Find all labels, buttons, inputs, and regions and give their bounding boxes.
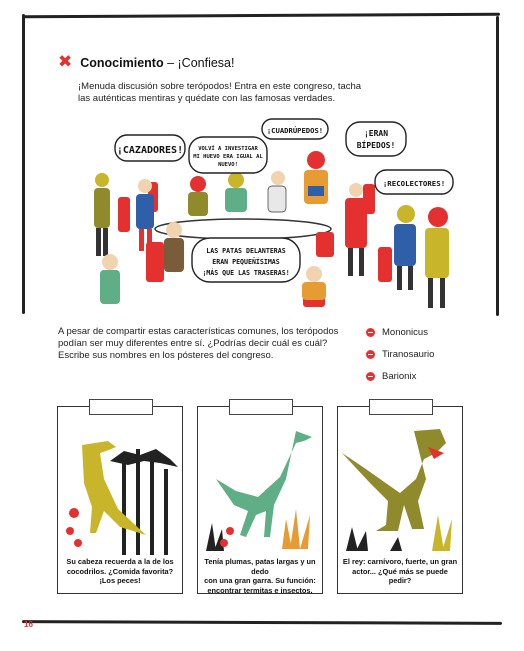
bubble-text: ¡RECOLECTORES! — [382, 179, 446, 188]
figure-seated-3 — [268, 171, 286, 212]
card-caption — [62, 557, 178, 586]
option-label: Mononicus — [382, 326, 428, 338]
intro-line: ¡Menuda discusión sobre terópodos! Entra en este congreso, tacha — [78, 81, 362, 92]
dinosaur-3-body — [342, 429, 446, 531]
bubble-text: NUEVO! — [218, 162, 238, 168]
intro-line: las auténticas mentiras y quédate con las famosas verdades. — [78, 93, 336, 104]
task-line: Escribe sus nombres en los pósteres del congreso. — [58, 350, 274, 361]
bubble-cazadores — [115, 135, 185, 161]
name-poster-field[interactable] — [369, 399, 433, 415]
title-rest: – ¡Confiesa! — [167, 55, 235, 70]
figure-redhead — [425, 207, 449, 308]
bubble-text: ¡CUADRÚPEDOS! — [266, 126, 324, 135]
caption-line: ¡Los peces! — [99, 576, 141, 585]
figure-left — [94, 173, 110, 256]
dinosaur-3-illustration — [340, 419, 460, 555]
figure-bottom-center — [302, 266, 326, 300]
page-number: 16 — [24, 620, 33, 629]
task-line: A pesar de compartir estas características comunes, los terópodos — [58, 326, 339, 337]
figure-bottom-left — [100, 254, 120, 304]
bubble-text: ¡CAZADORES! — [116, 145, 184, 156]
dinosaur-2-body — [216, 431, 312, 537]
dinosaur-2-illustration — [200, 419, 320, 555]
caption-line: El rey: carnívoro, fuerte, un gran — [342, 557, 458, 566]
brush-frame-right — [496, 16, 499, 316]
section-title — [80, 56, 234, 70]
option-label: Barionix — [382, 370, 417, 382]
bubble-text: BÍPEDOS! — [356, 141, 396, 150]
caption-line: cocodrilos. ¿Comida favorita? — [66, 566, 174, 576]
dino-card-2 — [197, 406, 323, 594]
palm-trees — [110, 449, 178, 555]
cross-icon: ✖ — [58, 52, 73, 72]
name-poster-field[interactable] — [89, 399, 153, 415]
bubble-volvi — [189, 137, 267, 173]
caption-line: Tenía plumas, patas largas y un dedo — [204, 557, 316, 576]
task-line: podían ser muy diferentes entre sí. ¿Podrías decir cuál es cuál? — [58, 338, 328, 349]
section-header — [58, 54, 234, 71]
caption-line: encontrar termitas e insectos. — [207, 585, 313, 595]
bubble-text: MI HUEVO ERA IGUAL AL — [193, 154, 263, 160]
option-item[interactable] — [366, 348, 434, 360]
option-label: Tiranosaurio — [382, 348, 435, 360]
bubble-patas — [192, 238, 300, 282]
figure-red-face — [304, 151, 328, 204]
name-options — [366, 326, 434, 392]
dark-shrubs — [206, 523, 224, 551]
bubble-text: VOLVÍ A INVESTIGAR — [198, 146, 258, 152]
bubble-recolectores — [375, 170, 453, 194]
yellow-plants — [282, 509, 310, 549]
congress-illustration — [88, 112, 493, 332]
card-caption — [202, 557, 318, 595]
bubble-bipedos — [346, 122, 406, 156]
name-poster-field[interactable] — [229, 399, 293, 415]
red-plants — [66, 508, 82, 547]
intro-text — [78, 81, 378, 105]
title-bold: Conocimiento — [80, 55, 164, 70]
bubble-text: ¡ERAN — [363, 129, 389, 138]
caption-line: Su cabeza recuerda a la de los — [66, 557, 174, 566]
figure-seated-2 — [225, 172, 247, 212]
bubble-cuadrupedos — [262, 119, 328, 139]
brush-frame-left — [22, 14, 25, 314]
figure-dino-head — [394, 205, 416, 290]
bubble-text: LAS PATAS DELANTERAS — [206, 247, 286, 255]
task-text — [58, 326, 348, 362]
figure-seated-1 — [188, 176, 208, 216]
bubble-text: ¡MÁS QUE LAS TRASERAS! — [202, 269, 290, 277]
dinosaur-1-illustration — [60, 419, 180, 555]
caption-line: con una gran garra. Su función: — [204, 576, 316, 585]
option-item[interactable] — [366, 326, 434, 338]
dino-card-1 — [57, 406, 183, 594]
brush-frame-top — [22, 13, 500, 19]
yellow-plants — [432, 515, 452, 551]
bubble-text: ERAN PEQUEÑÍSIMAS — [212, 258, 280, 266]
option-item[interactable] — [366, 370, 434, 382]
option-bullet-icon — [366, 372, 375, 381]
brush-frame-bottom — [22, 620, 502, 625]
caption-line: actor... ¿Qué más se puede pedir? — [352, 566, 448, 585]
option-bullet-icon — [366, 328, 375, 337]
card-caption — [342, 557, 458, 586]
figure-front-left — [164, 222, 184, 272]
option-bullet-icon — [366, 350, 375, 359]
dino-card-3 — [337, 406, 463, 594]
